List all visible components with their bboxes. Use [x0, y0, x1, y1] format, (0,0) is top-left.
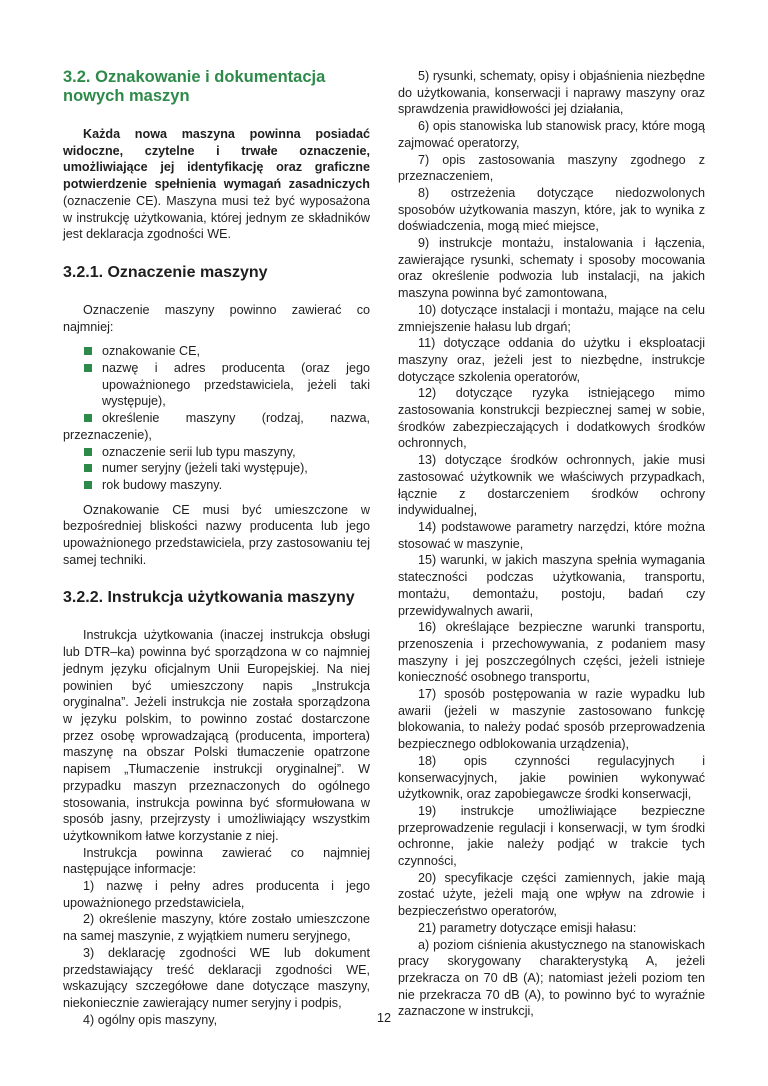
page-number: 12	[376, 1011, 391, 1025]
requirement-item: 14) podstawowe parametry narzędzi, które można stosować w maszynie,	[398, 519, 705, 551]
list-item: nazwę i adres producenta (oraz jego upoważnionego przedstawiciela, jeżeli taki występuje),	[63, 360, 370, 410]
manual-paragraph: Instrukcja użytkowania (inaczej instrukcja obsługi lub DTR–ka) powinna być sporządzona w co najmniej jednym języku oficjalnym Unii Europejskiej. Na niej powinien być umieszczony napis „Instrukcja oryginalna”. Jeżeli instrukcja nie została sporządzona w języku polskim, to powinno zostać dostarczone przez osobę wprowadzającą (producenta, importera) maszynę na obszar Polski tłumaczenie opatrzone napisem „Tłumaczenie instrukcji oryginalnej”. W przypadku maszyn przeznaczonych do ogólnego stosowania, instrukcja powinna być sformułowana w sposób jasny, przejrzysty i umożliwiający wszystkim użytkownikom łatwe korzystanie z niej.	[63, 628, 370, 843]
requirement-item: 21) parametry dotyczące emisji hałasu:	[418, 920, 637, 935]
manual-requirements-lead: Instrukcja powinna zawierać co najmniej następujące informacje:	[63, 845, 370, 877]
requirement-item: 7) opis zastosowania maszyny zgodnego z przeznaczeniem,	[398, 152, 705, 184]
requirement-item: 1) nazwę i pełny adres producenta i jego upoważnionego przedstawiciela,	[63, 879, 370, 910]
requirement-item: 12) dotyczące ryzyka istniejącego mimo zastosowania konstrukcji bezpiecznej samej w sobie, środków zabezpieczających i dodatkowych środków ochronnych,	[398, 386, 705, 451]
green-bullet-icon	[84, 481, 92, 489]
requirement-item: 3) deklarację zgodności WE lub dokument przedstawiający treść deklaracji zgodności WE, wskazujący szczegółowe dane dotyczące maszyny, niekoniecznie zawierający numer seryjny i podpis,	[63, 945, 370, 1010]
requirement-item: 6) opis stanowiska lub stanowisk pracy, które mogą zajmować operatorzy,	[398, 119, 705, 150]
requirement-item: 8) ostrzeżenia dotyczące niedozwolonych sposobów użytkowania maszyn, które, jak to wynika z doświadczenia, mogą mieć miejsce,	[398, 185, 705, 234]
requirement-item: 15) warunki, w jakich maszyna spełnia wymagania stateczności podczas użytkowania, transportu, montażu, demontażu, postoju, badań czy przewidywalnych awarii,	[398, 553, 705, 618]
requirement-item: 9) instrukcje montażu, instalowania i łączenia, zawierające rysunki, schematy i sposoby mocowania oraz określenie podwozia lub instalacji, na jakich maszyna powinna być zamontowana,	[398, 236, 705, 301]
requirement-item: 5) rysunki, schematy, opisy i objaśnienia niezbędne do użytkowania, konserwacji i naprawy maszyny oraz sprawdzenia prawidłowości jej działania,	[398, 69, 705, 117]
green-bullet-icon	[84, 464, 92, 472]
requirement-item: 17) sposób postępowania w razie wypadku lub awarii (jeżeli w maszynie zastosowano funkcję blokowania, to należy podać sposób przeprowadzenia bezpiecznego odblokowania urządzenia),	[398, 687, 705, 752]
requirement-item: 20) specyfikacje części zamiennych, jakie mają zostać użyte, jeżeli mają one wpływ na zdrowie i bezpieczeństwo operatorów,	[398, 870, 705, 919]
intro-bold: Każda nowa maszyna powinna posiadać widoczne, czytelne i trwałe oznaczenie, umożliwiające jej identyfikację oraz graficzne potwierdzenie spełnienia wymagań zasadniczych	[63, 127, 370, 192]
requirement-item: 10) dotyczące instalacji i montażu, mające na celu zmniejszenie hałasu lub drgań;	[398, 302, 705, 334]
list-item: rok budowy maszyny.	[63, 477, 370, 494]
green-bullet-icon	[84, 414, 92, 422]
marking-lead: Oznaczenie maszyny powinno zawierać co najmniej:	[63, 302, 370, 334]
marking-list	[63, 343, 370, 493]
requirement-item: 19) instrukcje umożliwiające bezpieczne przeprowadzenie regulacji i konserwacji, w tym środki ochronne, jakie należy podjąć w trakcie tych czynności,	[398, 803, 705, 869]
intro-paragraph	[63, 126, 370, 243]
list-item: oznaczenie serii lub typu maszyny,	[63, 444, 370, 461]
requirement-item: 11) dotyczące oddania do użytku i eksploatacji maszyny oraz, jeżeli jest to niezbędne, instrukcje dotyczące szkolenia operatorów,	[398, 336, 705, 384]
green-bullet-icon	[84, 364, 92, 372]
subsection-title-marking: 3.2.1. Oznaczenie maszyny	[63, 263, 268, 281]
intro-rest: (oznaczenie CE). Maszyna musi też być wyposażona w instrukcję użytkowania, której jednym ze składników jest deklaracja zgodności WE.	[63, 193, 370, 242]
section-title: 3.2. Oznakowanie i dokumentacja nowych maszyn	[63, 68, 326, 105]
requirement-item: 4) ogólny opis maszyny,	[83, 1012, 218, 1027]
left-column	[63, 68, 370, 1028]
subsection-title-manual: 3.2.2. Instrukcja użytkowania maszyny	[63, 589, 355, 607]
requirement-item: 18) opis czynności regulacyjnych i konserwacyjnych, jakie powinien wykonywać użytkownik, oraz zapobiegawcze środki konserwacji,	[398, 753, 705, 802]
requirement-item: 2) określenie maszyny, które zostało umieszczone na samej maszynie, z wyjątkiem numeru seryjnego,	[63, 912, 370, 944]
requirement-item: 13) dotyczące środków ochronnych, jakie musi zastosować użytkownik we właściwych przypadkach, łącznie z dostarczeniem środków ochrony indywidualnej,	[398, 453, 705, 518]
requirement-item: 16) określające bezpieczne warunki transportu, przenoszenia i przechowywania, z podaniem masy maszyny i jej poszczególnych części, jeżeli istnieje konieczność osobnego transportu,	[398, 620, 705, 685]
ce-placement-note: Oznakowanie CE musi być umieszczone w bezpośredniej bliskości nazwy producenta lub jego upoważnionego przedstawiciela, przy zastosowaniu tej samej techniki.	[63, 502, 370, 567]
green-bullet-icon	[84, 347, 92, 355]
green-bullet-icon	[84, 448, 92, 456]
list-item: numer seryjny (jeżeli taki występuje),	[63, 460, 370, 477]
requirement-item: a) poziom ciśnienia akustycznego na stanowiskach pracy skorygowany charakterystyką A, jeżeli przekracza on 70 dB (A); natomiast jeżeli poziom ten nie przekracza 70 dB (A), to powinno być to wyraźnie zaznaczone w instrukcji,	[398, 937, 705, 1019]
right-column	[398, 68, 705, 1020]
list-item: oznakowanie CE,	[63, 343, 370, 360]
list-item: określenie maszyny (rodzaj, nazwa, przeznaczenie),	[63, 411, 370, 442]
